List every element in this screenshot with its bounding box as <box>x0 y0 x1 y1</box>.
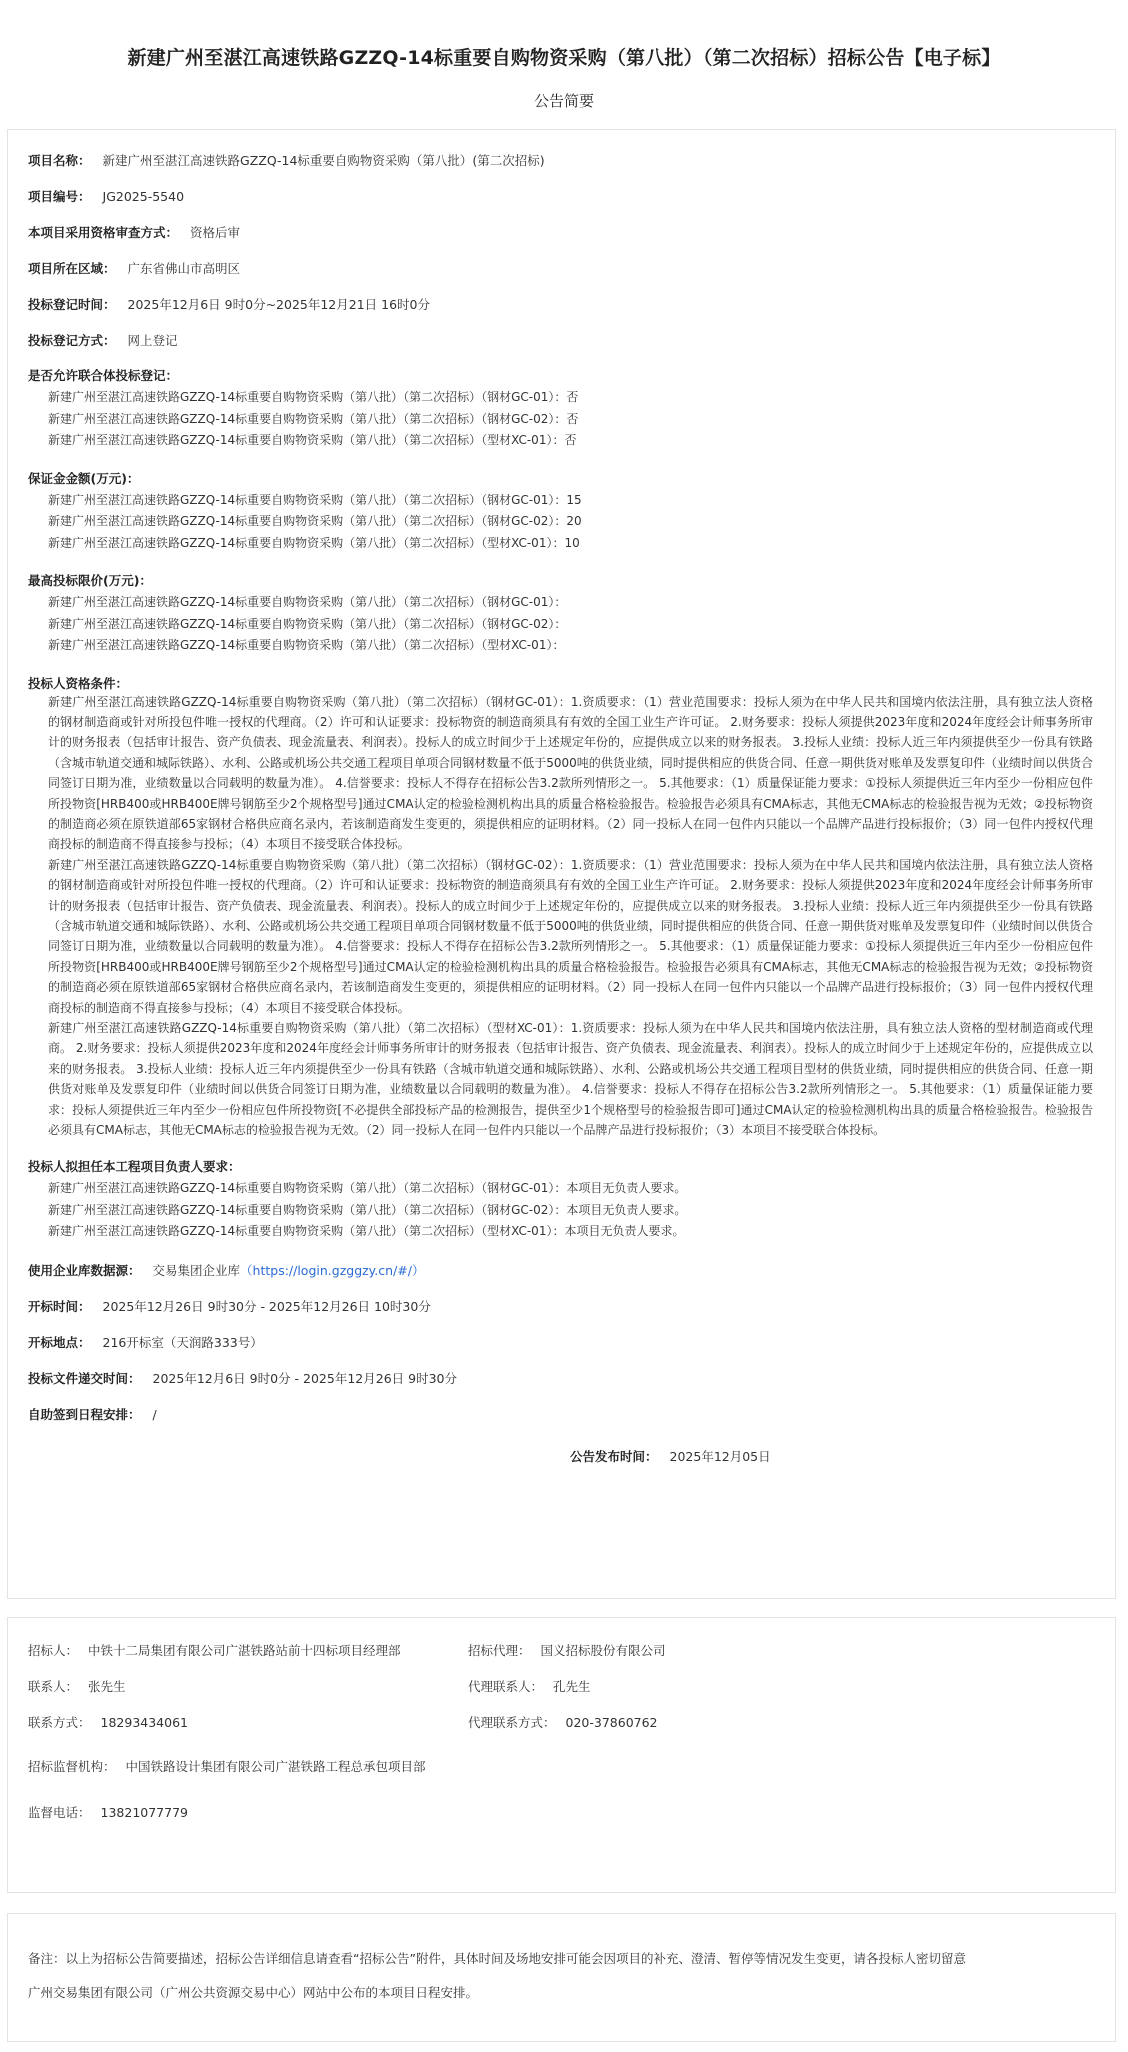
reg-time-row <box>28 297 1093 313</box>
self-checkin-value: / <box>152 1406 157 1422</box>
phone-value: 18293434061 <box>100 1715 188 1730</box>
note-card <box>7 1913 1116 2042</box>
note-line-2: 广州交易集团有限公司（广州公共资源交易中心）网站中公布的本项目日程安排。 <box>28 1985 479 2000</box>
self-checkin-label: 自助签到日程安排： <box>28 1406 141 1422</box>
supervisor-value: 中国铁路设计集团有限公司广湛铁路工程总承包项目部 <box>125 1759 426 1774</box>
open-place-label: 开标地点： <box>28 1334 91 1350</box>
note-line-1: 备注：以上为招标公告简要描述，招标公告详细信息请查看“招标公告”附件，具体时间及场地安排可能会因项目的补充、澄清、暂停等情况发生变更，请各投标人密切留意 <box>28 1951 966 1966</box>
contact-card <box>7 1617 1116 1893</box>
agent-contact-value: 孔先生 <box>553 1679 591 1694</box>
supervisor-cell <box>28 1758 468 1804</box>
phone-cell <box>28 1714 468 1750</box>
consortium-label: 是否允许联合体投标登记： <box>28 368 179 383</box>
contact-person-value: 张先生 <box>88 1679 126 1694</box>
list-item: 新建广州至湛江高速铁路GZZQ-14标重要自购物资采购（第八批）（第二次招标）（钢材GC-01）：15 <box>48 492 582 507</box>
open-time-label: 开标时间： <box>28 1298 91 1314</box>
list-item: 新建广州至湛江高速铁路GZZQ-14标重要自购物资采购（第八批）（第二次招标）（钢材GC-02）： <box>48 616 567 631</box>
contact-grid <box>28 1642 1093 1840</box>
project-name-value: 新建广州至湛江高速铁路GZZQ-14标重要自购物资采购（第八批）(第二次招标) <box>102 153 545 168</box>
qualification-para-gc01: 新建广州至湛江高速铁路GZZQ-14标重要自购物资采购（第八批）（第二次招标）（钢材GC-01）：1.资质要求：（1）营业范围要求：投标人须为在中华人民共和国境内依法注册，具有独立法人资格的钢材制造商或针对所投包件唯一授权的代理商。（2）许可和认证要求：投标物资的制造商须具有有效的全国工业生产许可证。 2.财务要求：投标人须提供2023年度和2024年度经会计师事务所审计的财务报表（包括审计报告、资产负债表、现金流量表、利润表）。投标人的成立时间少于上述规定年份的，应提供成立以来的财务报表。 3.投标人业绩：投标人近三年内须提供至少一份具有铁路（含城市轨道交通和城际铁路）、水利、公路或机场公共交通工程项目单项合同钢材数量不低于5000吨的供货业绩，同时提供相应的供货合同、任意一期供货对账单及发票复印件（业绩时间以供货合同签订日期为准，业绩数量以合同载明的数量为准）。 4.信誉要求：投标人不得存在招标公告3.2款所列情形之一。 5.其他要求：（1）质量保证能力要求：①投标人须提供近三年内至少一份相应包件所投物资[HRB400或HRB400E牌号钢筋至少2个规格型号]通过CMA认定的检验检测机构出具的质量合格检验报告。检验报告必须具有CMA标志，其他无CMA标志的检验报告视为无效；②投标物资的制造商必须在原铁道部65家钢材合格供应商名录内，若该制造商发生变更的，须提供相应的证明材料。（2）同一投标人在同一包件内只能以一个品牌产品进行投标报价；（3）同一包件内授权代理商投标的制造商不得直接参与投标；（4）本项目不接受联合体投标。 <box>48 694 1093 852</box>
project-no-label: 项目编号： <box>28 189 91 204</box>
consortium-block <box>28 368 1093 452</box>
agent-phone-label: 代理联系方式： <box>468 1715 556 1730</box>
list-item: 新建广州至湛江高速铁路GZZQ-14标重要自购物资采购（第八批）（第二次招标）（钢材GC-02）：本项目无负责人要求。 <box>48 1202 687 1217</box>
open-place-value: 216开标室（天润路333号） <box>102 1334 263 1350</box>
open-time-row <box>28 1299 1093 1315</box>
agent-label: 招标代理： <box>468 1643 531 1658</box>
self-checkin-row <box>28 1407 1093 1423</box>
publish-time-value: 2025年12月05日 <box>669 1448 771 1464</box>
list-item: 新建广州至湛江高速铁路GZZQ-14标重要自购物资采购（第八批）（第二次招标）（钢材GC-02）：20 <box>48 514 582 528</box>
enterprise-source-value <box>153 1263 425 1279</box>
agent-contact-cell <box>468 1678 1093 1714</box>
enterprise-source-link[interactable]: （https://login.gzggzy.cn/#/） <box>240 1262 425 1278</box>
agent-value: 国义招标股份有限公司 <box>540 1643 666 1658</box>
phone-label: 联系方式： <box>28 1715 91 1730</box>
list-item: 新建广州至湛江高速铁路GZZQ-14标重要自购物资采购（第八批）（第二次招标）（钢材GC-02）：否 <box>48 411 579 426</box>
review-method-label: 本项目采用资格审查方式： <box>28 225 179 240</box>
contact-person-cell <box>28 1678 468 1714</box>
open-place-row <box>28 1335 1093 1351</box>
qualification-para-xc01: 新建广州至湛江高速铁路GZZQ-14标重要自购物资采购（第八批）（第二次招标）（型材XC-01）：1.资质要求：投标人须为在中华人民共和国境内依法注册，具有独立法人资格的型材制造商或代理商。 2.财务要求：投标人须提供2023年度和2024年度经会计师事务所审计的财务报表（包括审计报告、资产负债表、现金流量表、利润表）。投标人的成立时间少于上述规定年份的，应提供成立以来的财务报表。 3.投标人业绩：投标人近三年内须提供至少一份具有铁路（含城市轨道交通和城际铁路）、水利、公路或机场公共交通工程项目型材的供货业绩，同时提供相应的供货合同、任意一期供货对账单及发票复印件（业绩时间以供货合同签订日期为准，业绩数量以合同载明的数量为准）。 4.信誉要求：投标人不得存在招标公告3.2款所列情形之一。 5.其他要求：（1）质量保证能力要求：投标人须提供近三年内至少一份相应包件所投物资[不必提供全部投标产品的检测报告，提供至少1个规格型号的检验报告即可]通过CMA认定的检验检测机构出具的质量合格检验报告。检验报告必须具有CMA标志，其他无CMA标志的检验报告视为无效。（2）同一投标人在同一包件内只能以一个品牌产品进行投标报价；（3）本项目不接受联合体投标。 <box>48 1021 1093 1138</box>
reg-method-label: 投标登记方式： <box>28 333 116 348</box>
supervisor-phone-cell <box>28 1804 468 1840</box>
project-name-label: 项目名称： <box>28 153 91 168</box>
project-no-value: JG2025-5540 <box>102 189 185 204</box>
max-price-block <box>28 573 1093 657</box>
reg-method-value: 网上登记 <box>127 333 178 348</box>
supervisor-label: 招标监督机构： <box>28 1759 116 1774</box>
reg-time-label: 投标登记时间： <box>28 297 116 312</box>
list-item: 新建广州至湛江高速铁路GZZQ-14标重要自购物资采购（第八批）（第二次招标）（型材XC-01）：否 <box>48 433 577 447</box>
qualification-block <box>28 676 1093 1141</box>
agent-phone-cell <box>468 1714 1093 1750</box>
project-name-row <box>28 153 1093 169</box>
enterprise-source-label: 使用企业库数据源： <box>28 1262 141 1278</box>
reg-method-row <box>28 333 1093 349</box>
agent-contact-label: 代理联系人： <box>468 1679 544 1694</box>
agent-phone-value: 020-37860762 <box>565 1715 658 1730</box>
submit-time-label: 投标文件递交时间： <box>28 1370 141 1386</box>
tenderer-cell <box>28 1642 468 1678</box>
manager-block <box>28 1159 1093 1243</box>
publish-time-label: 公告发布时间： <box>570 1448 658 1464</box>
deposit-block <box>28 471 1093 555</box>
list-item: 新建广州至湛江高速铁路GZZQ-14标重要自购物资采购（第八批）（第二次招标）（钢材GC-01）：否 <box>48 390 579 404</box>
enterprise-source-row <box>28 1263 1093 1279</box>
max-price-label: 最高投标限价(万元)： <box>28 573 152 588</box>
page-title: 新建广州至湛江高速铁路GZZQ-14标重要自购物资采购（第八批）（第二次招标）招标公告【电子标】 <box>127 47 1001 69</box>
list-item: 新建广州至湛江高速铁路GZZQ-14标重要自购物资采购（第八批）（第二次招标）（钢材GC-01）：本项目无负责人要求。 <box>48 1181 687 1196</box>
region-value: 广东省佛山市高明区 <box>127 261 241 276</box>
list-item: 新建广州至湛江高速铁路GZZQ-14标重要自购物资采购（第八批）（第二次招标）（型材XC-01）：本项目无负责人要求。 <box>48 1224 685 1239</box>
submit-time-row <box>28 1371 1093 1387</box>
qualification-para-gc02: 新建广州至湛江高速铁路GZZQ-14标重要自购物资采购（第八批）（第二次招标）（钢材GC-02）：1.资质要求：（1）营业范围要求：投标人须为在中华人民共和国境内依法注册，具有独立法人资格的钢材制造商或针对所投包件唯一授权的代理商。（2）许可和认证要求：投标物资的制造商须具有有效的全国工业生产许可证。 2.财务要求：投标人须提供2023年度和2024年度经会计师事务所审计的财务报表（包括审计报告、资产负债表、现金流量表、利润表）。投标人的成立时间少于上述规定年份的，应提供成立以来的财务报表。 3.投标人业绩：投标人近三年内须提供至少一份具有铁路（含城市轨道交通和城际铁路）、水利、公路或机场公共交通工程项目单项合同钢材数量不低于5000吨的供货业绩，同时提供相应的供货合同、任意一期供货对账单及发票复印件（业绩时间以供货合同签订日期为准，业绩数量以合同载明的数量为准）。 4.信誉要求：投标人不得存在招标公告3.2款所列情形之一。 5.其他要求：（1）质量保证能力要求：①投标人须提供近三年内至少一份相应包件所投物资[HRB400或HRB400E牌号钢筋至少2个规格型号]通过CMA认定的检验检测机构出具的质量合格检验报告。检验报告必须具有CMA标志，其他无CMA标志的检验报告视为无效；②投标物资的制造商必须在原铁道部65家钢材合格供应商名录内，若该制造商发生变更的，须提供相应的证明材料。（2）同一投标人在同一包件内只能以一个品牌产品进行投标报价；（3）同一包件内授权代理商投标的制造商不得直接参与投标；（4）本项目不接受联合体投标。 <box>48 857 1093 1015</box>
list-item: 新建广州至湛江高速铁路GZZQ-14标重要自购物资采购（第八批）（第二次招标）（型材XC-01）： <box>48 638 565 652</box>
region-row <box>28 261 1093 277</box>
tenderer-label: 招标人： <box>28 1643 79 1658</box>
list-item: 新建广州至湛江高速铁路GZZQ-14标重要自购物资采购（第八批）（第二次招标）（型材XC-01）：10 <box>48 535 580 550</box>
enterprise-source-name: 交易集团企业库 <box>152 1262 241 1278</box>
agent-cell <box>468 1642 1093 1678</box>
review-method-value: 资格后审 <box>190 225 241 240</box>
reg-time-value: 2025年12月6日 9时0分~2025年12月21日 16时0分 <box>127 297 430 312</box>
tenderer-value: 中铁十二局集团有限公司广湛铁路站前十四标项目经理部 <box>88 1643 401 1658</box>
list-item: 新建广州至湛江高速铁路GZZQ-14标重要自购物资采购（第八批）（第二次招标）（钢材GC-01）： <box>48 595 567 609</box>
manager-label: 投标人拟担任本工程项目负责人要求： <box>28 1159 241 1175</box>
supervisor-phone-label: 监督电话： <box>28 1805 91 1820</box>
supervisor-phone-value: 13821077779 <box>100 1805 188 1820</box>
qualification-label: 投标人资格条件： <box>28 675 129 691</box>
contact-person-label: 联系人： <box>28 1679 79 1694</box>
page-subtitle: 公告简要 <box>533 92 594 110</box>
summary-card <box>7 129 1116 1599</box>
project-no-row <box>28 189 1093 205</box>
review-method-row <box>28 225 1093 241</box>
open-time-value: 2025年12月26日 9时30分 - 2025年12月26日 10时30分 <box>102 1298 431 1314</box>
publish-time-row <box>28 1447 1093 1465</box>
deposit-label: 保证金金额(万元)： <box>28 470 140 486</box>
region-label: 项目所在区域： <box>28 261 116 276</box>
submit-time-value: 2025年12月6日 9时0分 - 2025年12月26日 9时30分 <box>152 1370 457 1386</box>
